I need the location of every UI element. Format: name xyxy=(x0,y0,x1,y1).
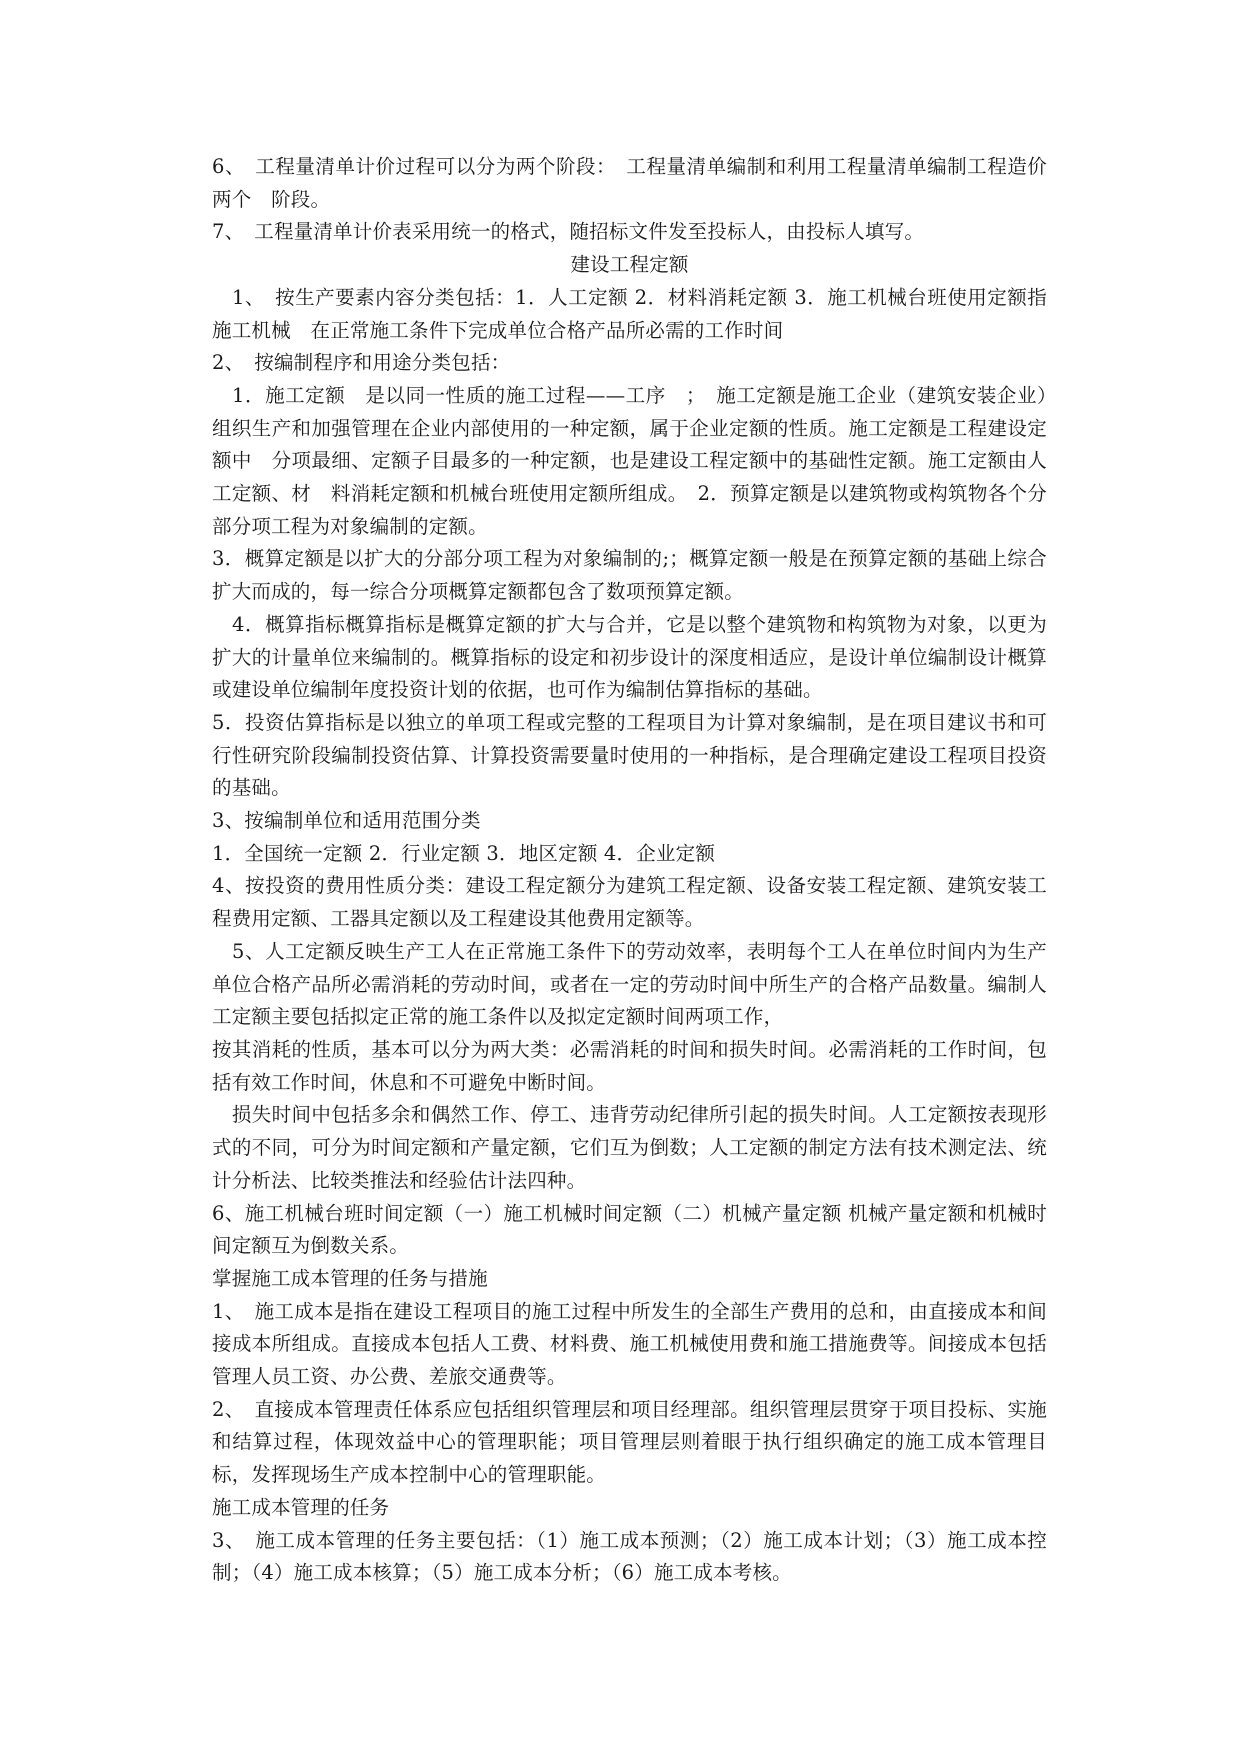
document-body xyxy=(212,151,1067,1590)
paragraph: 3、 施工成本管理的任务主要包括：（1）施工成本预测；（2）施工成本计划；（3）施工成本控制；（4）施工成本核算；（5）施工成本分析；（6）施工成本考核。 xyxy=(212,1528,1047,1585)
paragraph: 3、按编制单位和适用范围分类 xyxy=(212,809,481,833)
paragraph: 1、 按生产要素内容分类包括：1．人工定额 2．材料消耗定额 3．施工机械台班使用定额指施工机械 在正常施工条件下完成单位合格产品所必需的工作时间 xyxy=(212,285,1047,342)
section-heading: 掌握施工成本管理的任务与措施 xyxy=(212,1266,488,1290)
paragraph: 1．施工定额 是以同一性质的施工过程——工序 ； 施工定额是施工企业（建筑安装企业） 组织生产和加强管理在企业内部使用的一种定额，属于企业定额的性质。施工定额是工程建设定额中 分项最细、定额子目最多的一种定额，也是建设工程定额中的基础性定额。施工定额由人工定额、材 料消耗定额和机械台班使用定额所组成。 2．预算定额是以建筑物或构筑物各个分部分项工程为对象编制的定额。 xyxy=(212,383,1067,538)
paragraph: 1．全国统一定额 2．行业定额 3．地区定额 4．企业定额 xyxy=(212,841,716,865)
paragraph: 6、施工机械台班时间定额（一）施工机械时间定额（二）机械产量定额 机械产量定额和机械时间定额互为倒数关系。 xyxy=(212,1201,1047,1258)
paragraph: 1、 施工成本是指在建设工程项目的施工过程中所发生的全部生产费用的总和，由直接成本和间接成本所组成。直接成本包括人工费、材料费、施工机械使用费和施工措施费等。间接成本包括管理人员工资、办公费、差旅交通费等。 xyxy=(212,1299,1047,1389)
paragraph: 4、按投资的费用性质分类：建设工程定额分为建筑工程定额、设备安装工程定额、建筑安装工程费用定额、工器具定额以及工程建设其他费用定额等。 xyxy=(212,874,1047,931)
section-heading: 建设工程定额 xyxy=(570,253,689,277)
paragraph: 按其消耗的性质，基本可以分为两大类：必需消耗的时间和损失时间。必需消耗的工作时间，包括有效工作时间，休息和不可避免中断时间。 xyxy=(212,1037,1047,1094)
paragraph: 2、 按编制程序和用途分类包括： xyxy=(212,351,511,375)
paragraph: 损失时间中包括多余和偶然工作、停工、违背劳动纪律所引起的损失时间。人工定额按表现形式的不同，可分为时间定额和产量定额，它们互为倒数；人工定额的制定方法有技术测定法、统计分析法、比较类推法和经验估计法四种。 xyxy=(212,1103,1047,1192)
section-heading: 施工成本管理的任务 xyxy=(212,1495,390,1519)
paragraph: 6、 工程量清单计价过程可以分为两个阶段： 工程量清单编制和利用工程量清单编制工程造价两个 阶段。 xyxy=(212,155,1047,211)
paragraph: 7、 工程量清单计价表采用统一的格式，随招标文件发至投标人，由投标人填写。 xyxy=(212,220,925,244)
paragraph: 3．概算定额是以扩大的分部分项工程为对象编制的;；概算定额一般是在预算定额的基础上综合扩大而成的，每一综合分项概算定额都包含了数项预算定额。 xyxy=(212,547,1047,604)
paragraph: 5．投资估算指标是以独立的单项工程或完整的工程项目为计算对象编制，是在项目建议书和可行性研究阶段编制投资估算、计算投资需要量时使用的一种指标，是合理确定建设工程项目投资的基础。 xyxy=(212,710,1047,800)
paragraph: 2、 直接成本管理责任体系应包括组织管理层和项目经理部。组织管理层贯穿于项目投标、实施和结算过程，体现效益中心的管理职能；项目管理层则着眼于执行组织确定的施工成本管理目标，发挥现场生产成本控制中心的管理职能。 xyxy=(212,1397,1047,1487)
paragraph: 4．概算指标概算指标是概算定额的扩大与合并，它是以整个建筑物和构筑物为对象，以更为扩大的计量单位来编制的。概算指标的设定和初步设计的深度相适应，是设计单位编制设计概算或建设单位编制年度投资计划的依据，也可作为编制估算指标的基础。 xyxy=(212,612,1047,702)
paragraph: 5、人工定额反映生产工人在正常施工条件下的劳动效率，表明每个工人在单位时间内为生产单位合格产品所必需消耗的劳动时间，或者在一定的劳动时间中所生产的合格产品数量。编制人工定额主要包括拟定正常的施工条件以及拟定定额时间两项工作， xyxy=(212,939,1047,1029)
